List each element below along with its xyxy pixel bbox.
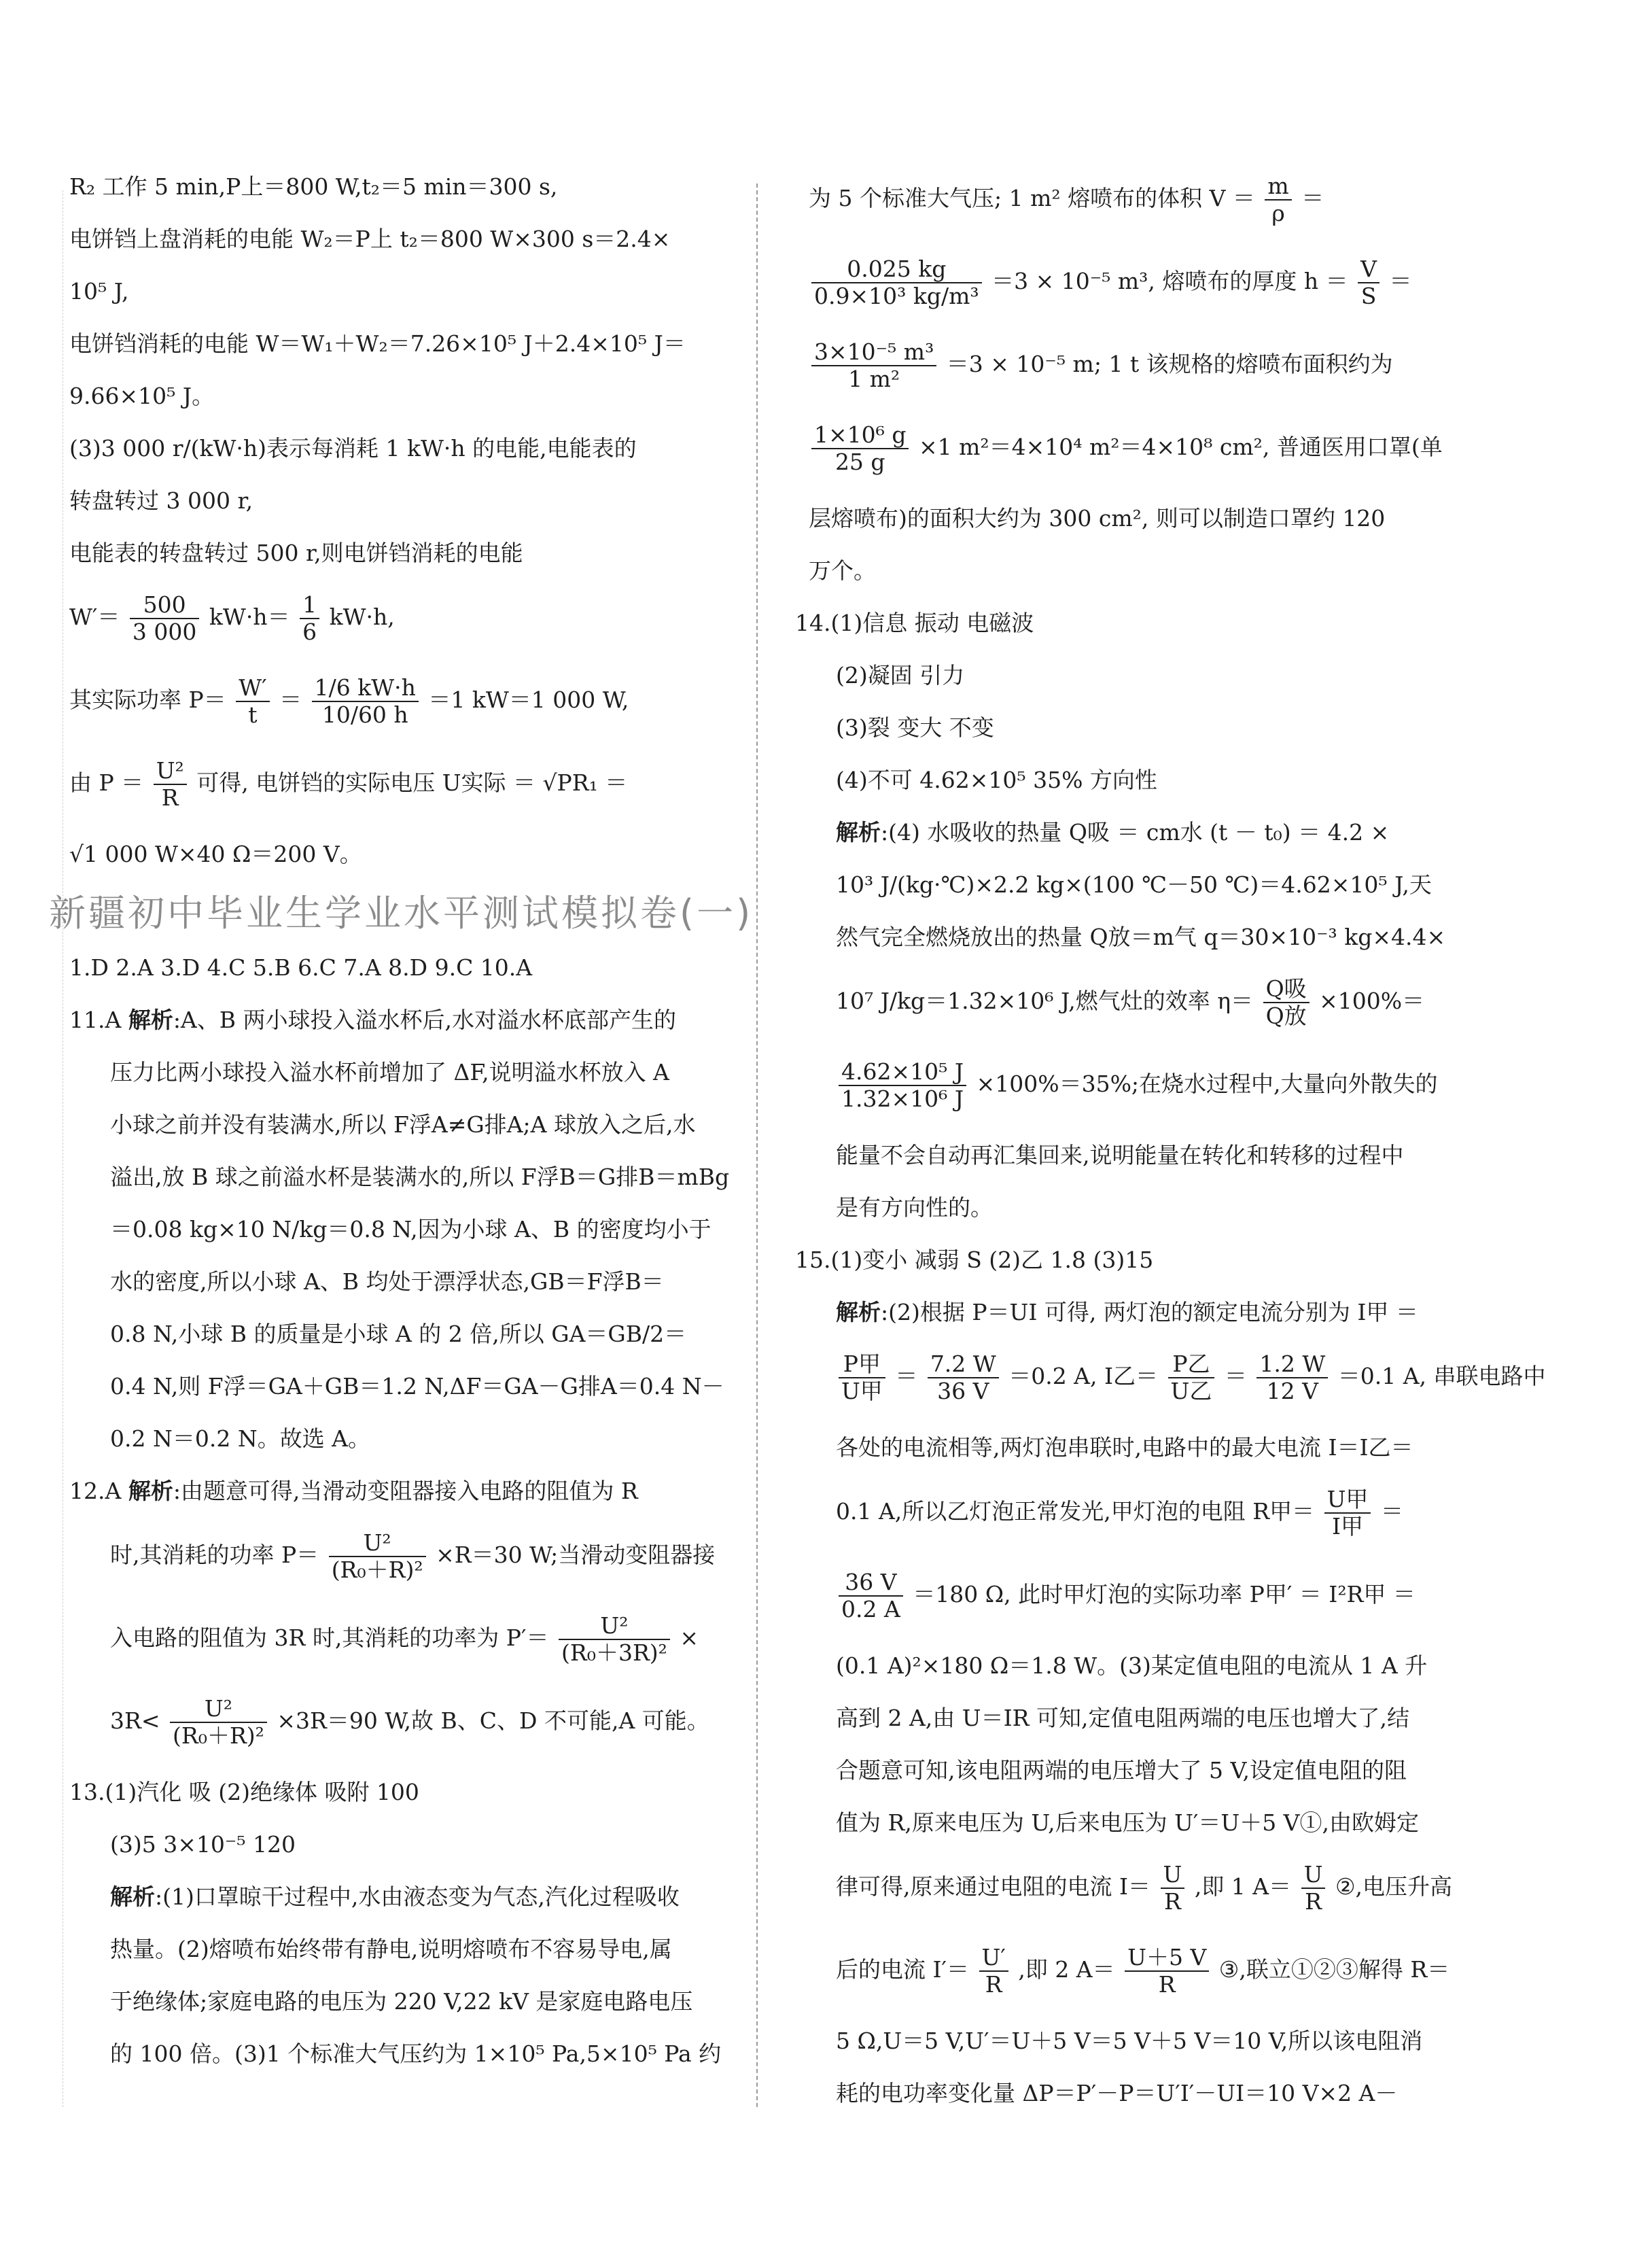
numerator: 4.62×10⁵ J	[839, 1059, 966, 1086]
text-span: :A、B 两小球投入溢水杯后,水对溢水杯底部产生的	[173, 1007, 676, 1033]
numerator: P乙	[1168, 1351, 1215, 1378]
text-line: 9.66×10⁵ J。	[69, 383, 215, 409]
text-line	[795, 1299, 1447, 1326]
numerator: m	[1265, 173, 1291, 201]
numerator: U²	[329, 1530, 426, 1557]
numerator: 1/6 kW·h	[312, 675, 419, 702]
text-line	[69, 1883, 735, 1911]
fraction	[1263, 976, 1310, 1029]
denominator: 12 V	[1266, 1378, 1318, 1404]
numerator: V	[1358, 256, 1379, 283]
text-line: (4)不可 4.62×10⁵ 35% 方向性	[836, 767, 1157, 793]
numerator: 1	[300, 592, 319, 619]
denominator: U甲	[841, 1378, 883, 1404]
numerator: U＋5 V	[1125, 1945, 1209, 1972]
text-span: ＝3 × 10⁻⁵ m; 1 t 该规格的熔喷布面积约为	[946, 351, 1393, 377]
text-line: 0.8 N,小球 B 的质量是小球 A 的 2 倍,所以 GA＝GB/2＝	[110, 1321, 687, 1347]
text-span: ＝3 × 10⁻⁵ m³, 熔喷布的厚度 h ＝	[991, 268, 1348, 294]
fraction	[1256, 1351, 1328, 1404]
numerator: Q吸	[1263, 976, 1310, 1003]
text-span: kW·h,	[329, 604, 395, 630]
denominator: 36 V	[937, 1378, 989, 1404]
formula-line	[69, 592, 735, 645]
denominator: R	[1305, 1888, 1322, 1915]
text-line: 0.4 N,则 F浮＝GA＋GB＝1.2 N,ΔF＝GA－G排A＝0.4 N－	[110, 1373, 724, 1400]
text-line: 转盘转过 3 000 r,	[69, 487, 253, 514]
text-span: ×3R＝90 W,故 B、C、D 不可能,A 可能。	[277, 1707, 709, 1734]
text-span: ＝	[279, 686, 302, 713]
formula-line	[795, 1351, 1546, 1404]
text-line: (3)5 3×10⁻⁵ 120	[110, 1831, 296, 1858]
text-span: :(1)口罩晾干过程中,水由液态变为气态,汽化过程吸收	[155, 1883, 680, 1910]
text-line: √1 000 W×40 Ω＝200 V。	[69, 841, 362, 867]
analysis-label: 解析	[128, 1007, 173, 1033]
text-line: 万个。	[809, 557, 876, 584]
formula-line	[795, 422, 1447, 475]
denominator: ρ	[1271, 200, 1285, 226]
formula-line	[69, 675, 735, 728]
text-line: 5 Ω,U＝5 V,U′＝U＋5 V＝5 V＋5 V＝10 V,所以该电阻消	[836, 2028, 1423, 2054]
text-line: 电饼铛消耗的电能 W＝W₁＋W₂＝7.26×10⁵ J＋2.4×10⁵ J＝	[69, 330, 686, 357]
numerator: U²	[170, 1696, 267, 1723]
text-span: ×100%＝	[1319, 988, 1425, 1014]
text-span: 可得, 电饼铛的实际电压 U实际 ＝ √PR₁ ＝	[196, 769, 628, 796]
denominator: R	[1163, 1888, 1181, 1915]
formula-line	[795, 256, 1447, 309]
denominator: 1.32×10⁶ J	[841, 1085, 964, 1112]
text-line: 电能表的转盘转过 500 r,则电饼铛消耗的电能	[69, 540, 523, 566]
text-line: 然气完全燃烧放出的热量 Q放＝m气 q＝30×10⁻³ kg×4.4×	[836, 924, 1446, 950]
text-line: 压力比两小球投入溢水杯前增加了 ΔF,说明溢水杯放入 A	[110, 1059, 669, 1085]
fraction	[839, 1059, 966, 1112]
fraction	[811, 422, 909, 475]
fraction	[1265, 173, 1291, 226]
fraction	[1125, 1945, 1209, 1998]
text-line: 热量。(2)熔喷布始终带有静电,说明熔喷布不容易导电,属	[110, 1936, 672, 1962]
analysis-label: 解析	[836, 1299, 881, 1325]
text-span: ×100%＝35%;在烧水过程中,大量向外散失的	[976, 1071, 1438, 1097]
text-line: 电饼铛上盘消耗的电能 W₂＝P上 t₂＝800 W×300 s＝2.4×	[69, 226, 671, 252]
fraction	[1161, 1862, 1185, 1915]
numerator: U²	[154, 758, 187, 785]
answer-key: 1.D 2.A 3.D 4.C 5.B 6.C 7.A 8.D 9.C 10.A	[69, 954, 533, 981]
formula-line	[795, 1569, 1447, 1622]
formula-line	[69, 1613, 735, 1666]
denominator: S	[1360, 283, 1377, 309]
fraction	[329, 1530, 426, 1583]
text-line	[69, 1478, 735, 1505]
numerator: 7.2 W	[928, 1351, 999, 1378]
numerator: U	[1301, 1862, 1326, 1889]
text-span: ③,联立①②③解得 R＝	[1218, 1956, 1450, 1983]
fraction	[811, 339, 936, 392]
denominator: 3 000	[132, 619, 197, 645]
formula-line	[795, 1944, 1450, 1998]
text-span: ,即 2 A＝	[1018, 1956, 1115, 1983]
text-line: 的 100 倍。(3)1 个标准大气压约为 1×10⁵ Pa,5×10⁵ Pa 约	[110, 2040, 722, 2067]
text-line: 能量不会自动再汇集回来,说明能量在转化和转移的过程中	[836, 1142, 1404, 1168]
text-line: R₂ 工作 5 min,P上＝800 W,t₂＝5 min＝300 s,	[69, 173, 558, 200]
text-line: (0.1 A)²×180 Ω＝1.8 W。(3)某定值电阻的电流从 1 A 升	[836, 1652, 1428, 1679]
text-line: 耗的电功率变化量 ΔP＝P′－P＝U′I′－UI＝10 V×2 A－	[836, 2080, 1398, 2106]
text-span: kW·h＝	[209, 604, 290, 630]
text-span: ＝	[895, 1363, 918, 1389]
fraction	[154, 758, 187, 811]
text-span: ＝	[1389, 268, 1412, 294]
text-line: 14.(1)信息 振动 电磁波	[795, 610, 1034, 636]
text-line: (3)裂 变大 不变	[836, 714, 994, 741]
denominator: Q放	[1265, 1003, 1307, 1029]
analysis-label: 解析	[836, 819, 881, 846]
text-span: :(4) 水吸收的热量 Q吸 ＝ cm水 (t － t₀) ＝ 4.2 ×	[881, 819, 1390, 846]
text-line: 溢出,放 B 球之前溢水杯是装满水的,所以 F浮B＝G排B＝mBg	[110, 1164, 730, 1190]
text-span: 入电路的阻值为 3R 时,其消耗的功率为 P′＝	[110, 1624, 549, 1651]
text-span: ×R＝30 W;当滑动变阻器接	[436, 1542, 716, 1568]
formula-line	[795, 1059, 1447, 1112]
text-span: ＝180 Ω, 此时甲灯泡的实际功率 P甲′ ＝ I²R甲 ＝	[913, 1581, 1416, 1607]
numerator: W′	[236, 675, 269, 702]
text-line: 于绝缘体;家庭电路的电压为 220 V,22 kV 是家庭电路电压	[110, 1988, 693, 2015]
numerator: 1.2 W	[1256, 1351, 1328, 1378]
numerator: P甲	[839, 1351, 885, 1378]
text-span: 律可得,原来通过电阻的电流 I＝	[836, 1873, 1151, 1900]
denominator: 25 g	[834, 449, 885, 475]
text-line: 0.2 N＝0.2 N。故选 A。	[110, 1425, 371, 1452]
text-line: 10³ J/(kg·℃)×2.2 kg×(100 ℃－50 ℃)＝4.62×10⁵ J,天	[836, 871, 1432, 898]
text-span: 3R<	[110, 1707, 160, 1734]
fraction	[839, 1569, 903, 1622]
formula-line	[69, 1696, 735, 1749]
text-span: W′＝	[69, 604, 120, 630]
denominator: R	[985, 1971, 1002, 1998]
text-line: 小球之前并没有装满水,所以 F浮A≠G排A;A 球放入之后,水	[110, 1111, 696, 1138]
numerator: U′	[979, 1945, 1008, 1972]
fraction	[170, 1696, 267, 1749]
numerator: U甲	[1324, 1487, 1371, 1514]
analysis-label: 解析	[128, 1478, 173, 1504]
fraction	[811, 256, 982, 309]
denominator: 0.2 A	[841, 1596, 900, 1622]
text-line: (2)凝固 引力	[836, 662, 965, 689]
fraction	[312, 675, 419, 728]
text-span: 0.1 A,所以乙灯泡正常发光,甲灯泡的电阻 R甲＝	[836, 1498, 1315, 1525]
text-line	[795, 819, 1447, 846]
numerator: U	[1161, 1862, 1185, 1889]
text-span: 其实际功率 P＝	[69, 686, 226, 713]
text-span: ＝	[1380, 1498, 1403, 1525]
right-column	[795, 173, 1546, 2132]
text-span: ×1 m²＝4×10⁴ m²＝4×10⁸ cm², 普通医用口罩(单	[918, 434, 1443, 460]
text-line: 15.(1)变小 减弱 S (2)乙 1.8 (3)15	[795, 1247, 1154, 1273]
denominator: (R₀＋3R)²	[561, 1639, 667, 1666]
text-span: 由 P ＝	[69, 769, 144, 796]
denominator: 10/60 h	[321, 701, 408, 728]
text-span: ×	[680, 1624, 699, 1651]
text-span: ＝1 kW＝1 000 W,	[428, 686, 629, 713]
denominator: (R₀＋R)²	[173, 1722, 264, 1749]
text-line: ＝0.08 kg×10 N/kg＝0.8 N,因为小球 A、B 的密度均小于	[110, 1216, 711, 1242]
fraction	[979, 1945, 1008, 1998]
formula-line	[795, 1861, 1453, 1915]
question-number: 11.A	[69, 1007, 128, 1033]
fraction	[1324, 1487, 1371, 1540]
text-line: 层熔喷布)的面积大约为 300 cm², 则可以制造口罩约 120	[809, 505, 1386, 532]
denominator: 1 m²	[848, 366, 900, 392]
text-line: 值为 R,原来电压为 U,后来电压为 U′＝U＋5 V①,由欧姆定	[836, 1809, 1419, 1836]
text-line: 10⁵ J,	[69, 278, 129, 305]
fraction	[1168, 1351, 1215, 1404]
text-line: 各处的电流相等,两灯泡串联时,电路中的最大电流 I＝I乙＝	[836, 1434, 1413, 1461]
text-span: ＝0.1 A, 串联电路中	[1337, 1363, 1546, 1389]
text-line: 水的密度,所以小球 A、B 均处于漂浮状态,GB＝F浮B＝	[110, 1268, 664, 1295]
fraction	[839, 1351, 885, 1404]
text-span: 10⁷ J/kg＝1.32×10⁶ J,燃气灶的效率 η＝	[836, 988, 1254, 1014]
text-span: ＝	[1301, 185, 1324, 211]
text-span: :(2)根据 P＝UI 可得, 两灯泡的额定电流分别为 I甲 ＝	[881, 1299, 1418, 1325]
text-span: 时,其消耗的功率 P＝	[110, 1542, 319, 1568]
text-span: 后的电流 I′＝	[836, 1956, 970, 1983]
left-column	[49, 173, 754, 2093]
text-span: ＝0.2 A, I乙＝	[1008, 1363, 1159, 1389]
numerator: 1×10⁶ g	[811, 422, 909, 449]
formula-line	[795, 339, 1447, 392]
section-title: 新疆初中毕业生学业水平测试模拟卷(一)	[49, 892, 754, 935]
formula-line	[69, 1530, 735, 1583]
text-span: 为 5 个标准大气压; 1 m² 熔喷布的体积 V ＝	[809, 185, 1255, 211]
numerator: 500	[130, 592, 199, 619]
text-line: 合题意可知,该电阻两端的电压增大了 5 V,设定值电阻的阻	[836, 1757, 1407, 1784]
analysis-label: 解析	[110, 1883, 155, 1910]
denominator: R	[1158, 1971, 1176, 1998]
text-line: 是有方向性的。	[836, 1194, 993, 1221]
formula-line	[795, 173, 1447, 226]
text-span: ,即 1 A＝	[1194, 1873, 1292, 1900]
numerator: 3×10⁻⁵ m³	[811, 339, 936, 366]
denominator: R	[161, 784, 179, 811]
text-line	[69, 1007, 735, 1034]
numerator: 0.025 kg	[811, 256, 982, 283]
column-divider	[756, 184, 758, 2107]
numerator: 36 V	[839, 1569, 903, 1597]
formula-line	[795, 976, 1447, 1029]
fraction	[236, 675, 269, 728]
formula-line	[795, 1487, 1447, 1540]
question-number: 12.A	[69, 1478, 128, 1504]
denominator: t	[248, 701, 258, 728]
text-span: ＝	[1224, 1363, 1247, 1389]
text-span: ②,电压升高	[1335, 1873, 1453, 1900]
denominator: 0.9×10³ kg/m³	[814, 283, 979, 309]
text-line: 高到 2 A,由 U＝IR 可知,定值电阻两端的电压也增大了,结	[836, 1705, 1409, 1731]
text-line: (3)3 000 r/(kW·h)表示每消耗 1 kW·h 的电能,电能表的	[69, 435, 637, 462]
fraction	[1358, 256, 1379, 309]
formula-line	[69, 758, 735, 811]
fraction	[559, 1613, 670, 1666]
denominator: 6	[302, 619, 317, 645]
denominator: U乙	[1170, 1378, 1212, 1404]
text-span: :由题意可得,当滑动变阻器接入电路的阻值为 R	[173, 1478, 638, 1504]
fraction	[1301, 1862, 1326, 1915]
denominator: (R₀＋R)²	[331, 1557, 423, 1583]
fraction	[300, 592, 319, 645]
text-line: 13.(1)汽化 吸 (2)绝缘体 吸附 100	[69, 1779, 419, 1805]
fraction	[928, 1351, 999, 1404]
numerator: U²	[559, 1613, 670, 1640]
denominator: I甲	[1332, 1513, 1364, 1540]
fraction	[130, 592, 199, 645]
